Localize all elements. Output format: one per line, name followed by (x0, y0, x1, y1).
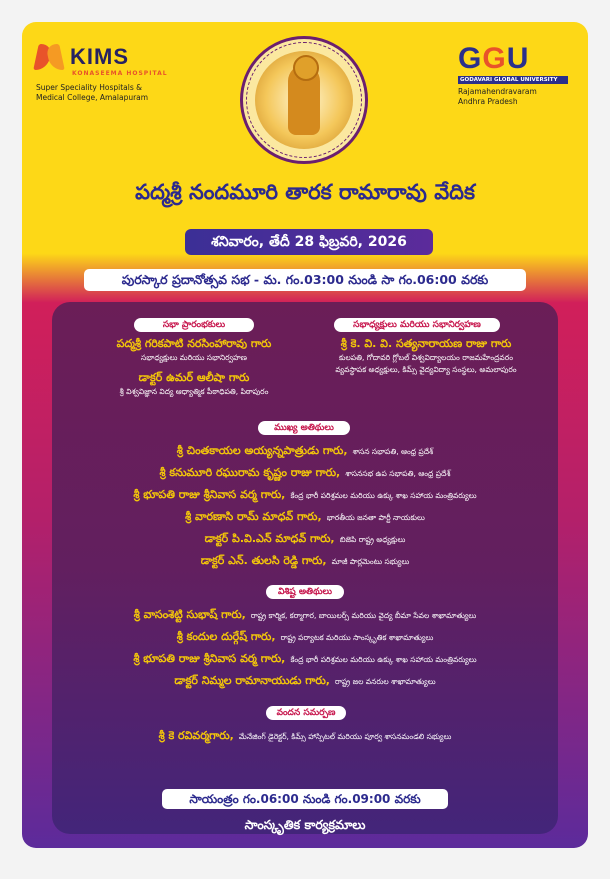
invitation-card (22, 22, 588, 848)
event-date: శనివారం, తేదీ 28 ఫిబ్రవరి, 2026 (185, 229, 433, 255)
list-item: శ్రీ కందుల దుర్గేష్ గారు, రాష్ట్ర పర్యాటక మరియు సాంస్కృతిక శాఖామాత్యులు (176, 630, 434, 643)
president-role-1: కులపతి, గోదావరి గ్లోబల్ విశ్వవిద్యాలయం రాజమహేంద్రవరం (338, 353, 513, 362)
list-item: శ్రీ భూపతి రాజు శ్రీనివాస వర్మ గారు, కేంద్ర భారీ పరిశ్రమల మరియు ఉక్కు శాఖ సహాయ మంత్రివర్యులు (133, 488, 477, 501)
opening-label: సభా ప్రారంభకులు (134, 318, 254, 332)
ggu-logo (458, 44, 568, 107)
list-item: డాక్టర్ ఎన్. తులసి రెడ్డి గారు, మాజీ పార్లమెంటు సభ్యులు (200, 554, 410, 567)
chief-guests-label: ముఖ్య అతిథులు (258, 421, 350, 435)
list-item: శ్రీ చింతకాయల అయ్యన్నపాత్రుడు గారు, శాసన సభాపతి, ఆంధ్ర ప్రదేశ్ (176, 444, 434, 457)
session-time: పురస్కార ప్రదానోత్సవ సభ - మ. గం.03:00 నుండి సా గం.06:00 వరకు (84, 269, 526, 291)
kims-mark-icon (34, 40, 68, 74)
list-item: శ్రీ కనుమూరి రఘురామ కృష్ణం రాజు గారు, శాసనసభ ఉప సభాపతి, ఆంధ్ర ప్రదేశ్ (159, 466, 451, 479)
opening-person-role: సభాధ్యక్షులు మరియు సభానిర్వహణ (141, 353, 247, 362)
kims-logo (34, 40, 184, 103)
special-guests-label: విశిష్ట అతిథులు (266, 585, 344, 599)
president-name: శ్రీ కె. వి. వి. సత్యనారాయణ రాజు గారు (340, 337, 512, 350)
president-label: సభాధ్యక్షులు మరియు సభానిర్వహణ (334, 318, 500, 332)
president-role-2: వ్యవస్థాపక అధ్యక్షులు, కిమ్స్ వైద్యవిద్యా సంస్థలు, అమలాపురం (335, 365, 517, 374)
ggu-location-1: Rajamahendravaram (458, 87, 537, 96)
kims-tagline-2: Medical College, Amalapuram (36, 93, 149, 102)
ggu-name: GGU (458, 42, 530, 75)
venue-title: పద్మశ్రీ నందమూరి తారక రామారావు వేదిక (135, 180, 475, 204)
ggu-fullname: GODAVARI GLOBAL UNIVERSITY (458, 76, 568, 84)
list-item: శ్రీ కె రవివర్మగారు, మేనేజింగ్ డైరెక్టర్, కిమ్స్ హాస్పిటల్ మరియు పూర్వ శాసనమండలి సభ్యులు (158, 729, 452, 742)
opening-person-name: డాక్టర్ ఉమర్ ఆలీషా గారు (138, 371, 250, 384)
opening-person-role: శ్రీ విశ్వవిజ్ఞాన విద్య ఆధ్యాత్మిక పీఠాధిపతి, పిఠాపురం (119, 387, 269, 396)
list-item: డాక్టర్ పి.వి.ఎన్ మాధవ్ గారు, బిజెపి రాష్ట్ర అధ్యక్షులు (204, 532, 406, 545)
ggu-location-2: Andhra Pradesh (458, 97, 518, 106)
program-panel (52, 302, 558, 834)
list-item: శ్రీ వారణాసి రామ్ మాధవ్ గారు, భారతీయ జనతా పార్టీ నాయకులు (185, 510, 425, 523)
evening-time: సాయంత్రం గం.06:00 నుండి గం.09:00 వరకు (162, 789, 448, 809)
opening-person-name: పద్మశ్రీ గరికపాటి నరసింహారావు గారు (116, 337, 272, 350)
kims-name: KIMS (70, 44, 129, 69)
list-item: డాక్టర్ నిమ్మల రామానాయుడు గారు, రాష్ట్ర జల వనరుల శాఖామాత్యులు (174, 674, 436, 687)
evening-title: సాంస్కృతిక కార్యక్రమాలు (244, 817, 366, 832)
opening-list (74, 336, 314, 398)
thanks-label: వందన సమర్పణ (266, 706, 346, 720)
list-item: శ్రీ వాసంశెట్టి సుభాష్ గారు, రాష్ట్ర కార్మిక, కర్మాగార, బాయిలర్స్ మరియు వైద్య బీమా సేవల శాఖామాత్యులు (133, 608, 477, 621)
list-item: శ్రీ భూపతి రాజు శ్రీనివాస వర్మ గారు, కేంద్ర భారీ పరిశ్రమల మరియు ఉక్కు శాఖ సహాయ మంత్రివర్యులు (133, 652, 477, 665)
kims-subname: KONASEEMA HOSPITAL (72, 70, 168, 77)
kims-tagline-1: Super Speciality Hospitals & (36, 83, 142, 92)
deity-seal-icon (240, 36, 368, 164)
president-block (306, 336, 546, 376)
